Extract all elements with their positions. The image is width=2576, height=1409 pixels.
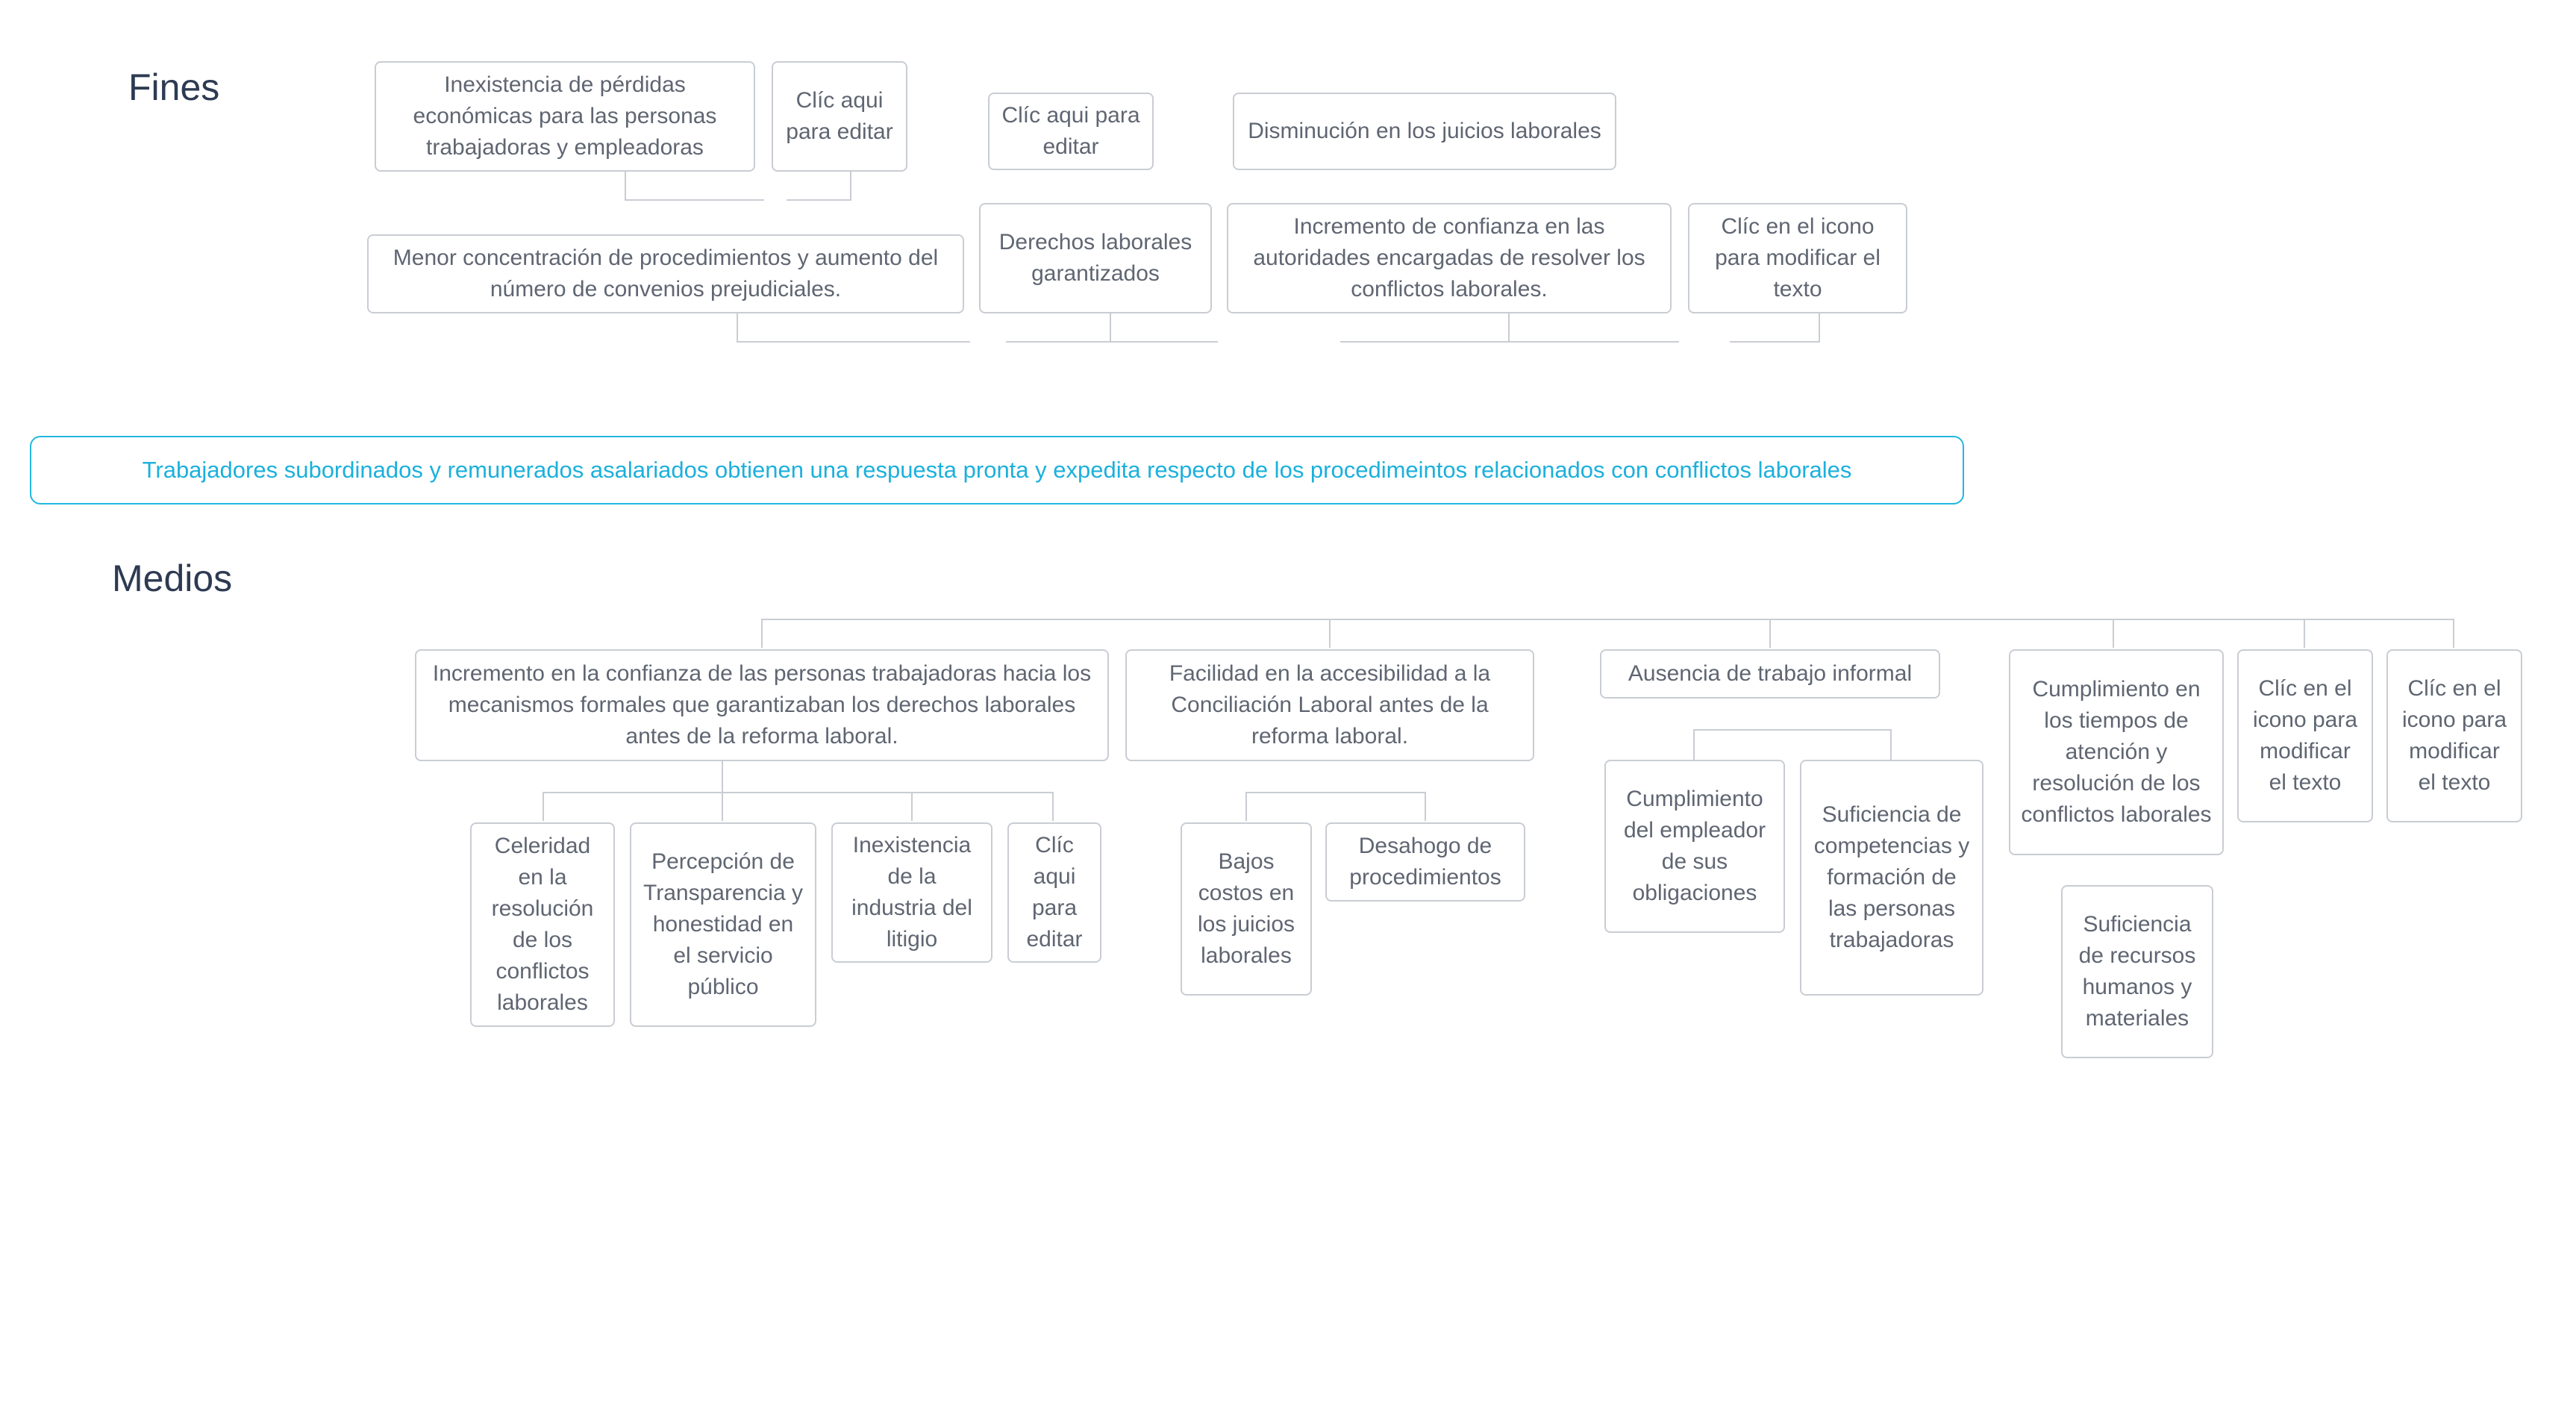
means-subnode[interactable]: Celeridad en la resolución de los conflictos laborales: [470, 822, 615, 1027]
end-node[interactable]: Clíc aqui para editar: [772, 61, 907, 172]
means-subnode[interactable]: Clíc aqui para editar: [1007, 822, 1101, 963]
means-subnode[interactable]: Inexistencia de la industria del litigio: [831, 822, 992, 963]
means-subnode[interactable]: Suficiencia de recursos humanos y materiales: [2061, 885, 2213, 1058]
end-node[interactable]: Derechos laborales garantizados: [979, 203, 1212, 313]
means-subnode[interactable]: Desahogo de procedimientos: [1325, 822, 1525, 902]
means-subnode[interactable]: Percepción de Transparencia y honestidad en el servicio público: [630, 822, 816, 1027]
means-subnode[interactable]: Suficiencia de competencias y formación de las personas trabajadoras: [1800, 760, 1983, 996]
means-node[interactable]: Clíc en el icono para modificar el texto: [2237, 649, 2373, 822]
end-node[interactable]: Incremento de confianza en las autoridades encargadas de resolver los conflictos laborales.: [1227, 203, 1672, 313]
means-subnode[interactable]: Cumplimiento del empleador de sus obligaciones: [1604, 760, 1785, 933]
means-node[interactable]: Incremento en la confianza de las personas trabajadoras hacia los mecanismos formales que garantizaban los derechos laborales antes de la reforma laboral.: [415, 649, 1109, 761]
central-problem-box[interactable]: Trabajadores subordinados y remunerados asalariados obtienen una respuesta pronta y expedita respecto de los procedimeintos relacionados con conflictos laborales: [30, 436, 1964, 504]
end-node[interactable]: Inexistencia de pérdidas económicas para las personas trabajadoras y empleadoras: [375, 61, 755, 172]
end-node[interactable]: Menor concentración de procedimientos y aumento del número de convenios prejudiciales.: [367, 234, 964, 313]
means-node[interactable]: Ausencia de trabajo informal: [1600, 649, 1940, 699]
means-subnode[interactable]: Bajos costos en los juicios laborales: [1181, 822, 1312, 996]
means-node[interactable]: Cumplimiento en los tiempos de atención y resolución de los conflictos laborales: [2009, 649, 2224, 855]
end-node[interactable]: Disminución en los juicios laborales: [1233, 93, 1616, 170]
end-node[interactable]: Clíc aqui para editar: [988, 93, 1154, 170]
means-title: Medios: [112, 557, 233, 599]
means-node[interactable]: Clíc en el icono para modificar el texto: [2386, 649, 2522, 822]
end-node[interactable]: Clíc en el icono para modificar el texto: [1688, 203, 1907, 313]
ends-title: Fines: [128, 66, 220, 108]
means-node[interactable]: Facilidad en la accesibilidad a la Conciliación Laboral antes de la reforma laboral.: [1125, 649, 1534, 761]
